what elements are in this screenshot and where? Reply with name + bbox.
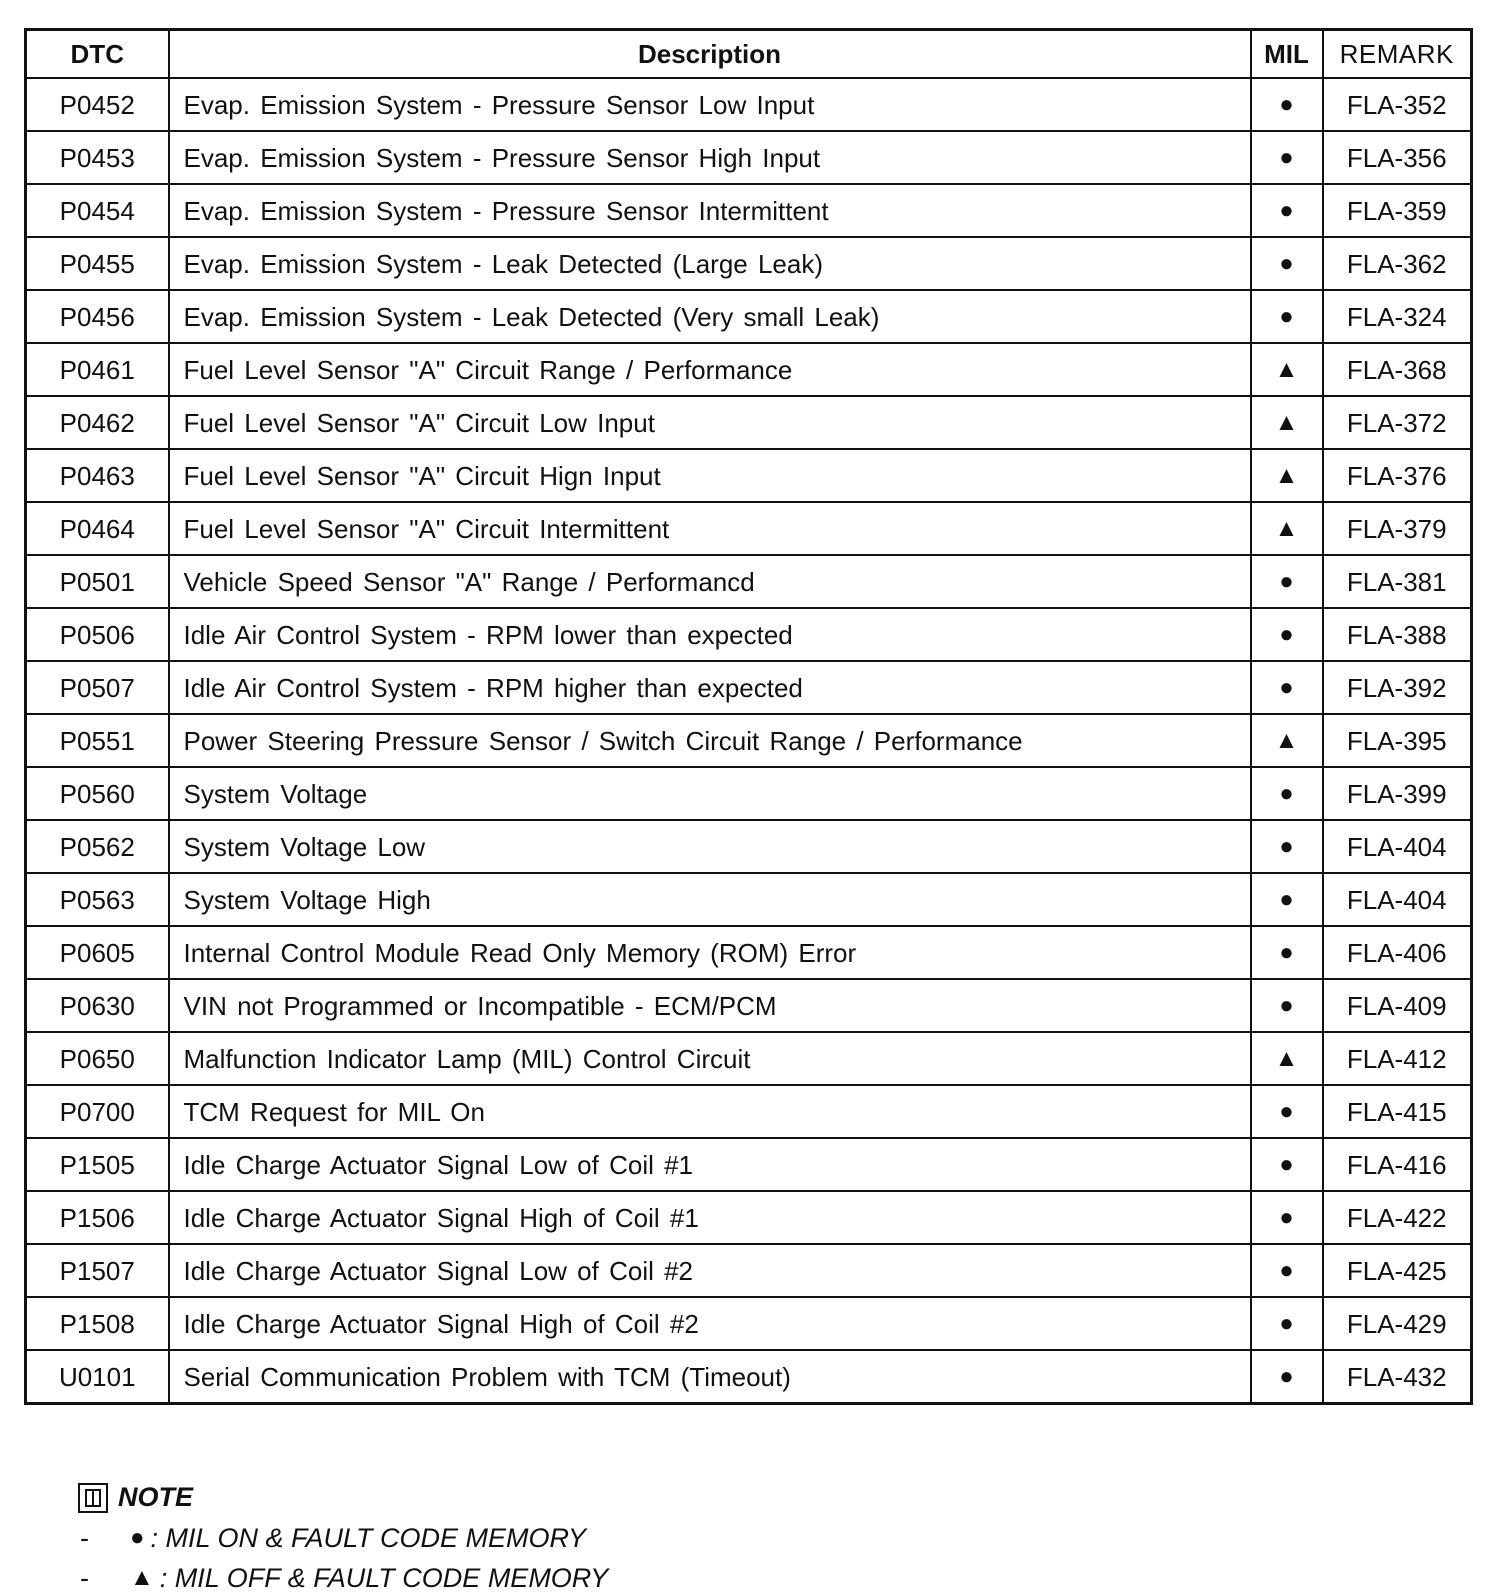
description: VIN not Programmed or Incompatible - ECM/PCM <box>169 979 1251 1032</box>
note-heading <box>78 1482 608 1513</box>
dtc-code: P0454 <box>26 184 169 237</box>
remark-ref: FLA-412 <box>1323 1032 1472 1085</box>
table-row <box>26 502 1472 555</box>
table-row <box>26 78 1472 131</box>
table-row <box>26 237 1472 290</box>
description: Evap. Emission System - Pressure Sensor High Input <box>169 131 1251 184</box>
table-row <box>26 184 1472 237</box>
remark-ref: FLA-379 <box>1323 502 1472 555</box>
dtc-code: P0461 <box>26 343 169 396</box>
note-item <box>78 1563 608 1593</box>
dtc-code: P0560 <box>26 767 169 820</box>
description: Idle Air Control System - RPM higher than expected <box>169 661 1251 714</box>
header-dtc: DTC <box>26 30 169 79</box>
remark-ref: FLA-359 <box>1323 184 1472 237</box>
remark-ref: FLA-422 <box>1323 1191 1472 1244</box>
mil-indicator: ● <box>1251 1244 1323 1297</box>
dtc-code: P0630 <box>26 979 169 1032</box>
dtc-code: P0464 <box>26 502 169 555</box>
dtc-code: P0452 <box>26 78 169 131</box>
dtc-code: P0563 <box>26 873 169 926</box>
mil-indicator: ● <box>1251 290 1323 343</box>
remark-ref: FLA-395 <box>1323 714 1472 767</box>
dtc-code: U0101 <box>26 1350 169 1404</box>
remark-ref: FLA-381 <box>1323 555 1472 608</box>
note-text: : MIL OFF & FAULT CODE MEMORY <box>159 1562 609 1593</box>
description: Fuel Level Sensor "A" Circuit Low Input <box>169 396 1251 449</box>
description: Power Steering Pressure Sensor / Switch Circuit Range / Performance <box>169 714 1251 767</box>
note-text: : MIL ON & FAULT CODE MEMORY <box>150 1522 587 1553</box>
description: TCM Request for MIL On <box>169 1085 1251 1138</box>
remark-ref: FLA-392 <box>1323 661 1472 714</box>
remark-ref: FLA-376 <box>1323 449 1472 502</box>
circle-icon: ● <box>130 1524 145 1551</box>
dtc-code: P0462 <box>26 396 169 449</box>
remark-ref: FLA-362 <box>1323 237 1472 290</box>
description: Idle Air Control System - RPM lower than expected <box>169 608 1251 661</box>
description: Malfunction Indicator Lamp (MIL) Control Circuit <box>169 1032 1251 1085</box>
dtc-code: P1506 <box>26 1191 169 1244</box>
mil-indicator: ▲ <box>1251 714 1323 767</box>
table-row <box>26 449 1472 502</box>
mil-indicator: ● <box>1251 1085 1323 1138</box>
note-dash: - <box>80 1562 89 1593</box>
remark-ref: FLA-425 <box>1323 1244 1472 1297</box>
mil-indicator: ● <box>1251 661 1323 714</box>
description: System Voltage High <box>169 873 1251 926</box>
remark-ref: FLA-406 <box>1323 926 1472 979</box>
description: Evap. Emission System - Leak Detected (Large Leak) <box>169 237 1251 290</box>
dtc-table <box>24 28 1473 1405</box>
mil-indicator: ● <box>1251 1138 1323 1191</box>
table-row <box>26 767 1472 820</box>
description: Idle Charge Actuator Signal Low of Coil #2 <box>169 1244 1251 1297</box>
remark-ref: FLA-429 <box>1323 1297 1472 1350</box>
mil-indicator: ● <box>1251 184 1323 237</box>
mil-indicator: ▲ <box>1251 502 1323 555</box>
table-row <box>26 131 1472 184</box>
table-row <box>26 820 1472 873</box>
mil-indicator: ● <box>1251 608 1323 661</box>
dtc-code: P1508 <box>26 1297 169 1350</box>
remark-ref: FLA-388 <box>1323 608 1472 661</box>
description: Idle Charge Actuator Signal High of Coil #2 <box>169 1297 1251 1350</box>
header-mil: MIL <box>1251 30 1323 79</box>
dtc-code: P1505 <box>26 1138 169 1191</box>
table-row <box>26 873 1472 926</box>
mil-indicator: ● <box>1251 131 1323 184</box>
description: Evap. Emission System - Leak Detected (Very small Leak) <box>169 290 1251 343</box>
table-row <box>26 714 1472 767</box>
table-row <box>26 1032 1472 1085</box>
dtc-code: P0506 <box>26 608 169 661</box>
description: Fuel Level Sensor "A" Circuit Hign Input <box>169 449 1251 502</box>
header-remark: REMARK <box>1323 30 1472 79</box>
note-dash: - <box>80 1522 89 1553</box>
table-row <box>26 290 1472 343</box>
dtc-code: P0455 <box>26 237 169 290</box>
dtc-code: P1507 <box>26 1244 169 1297</box>
dtc-code: P0650 <box>26 1032 169 1085</box>
dtc-code: P0456 <box>26 290 169 343</box>
mil-indicator: ● <box>1251 1350 1323 1404</box>
table-row <box>26 608 1472 661</box>
header-description: Description <box>169 30 1251 79</box>
table-row <box>26 555 1472 608</box>
description: Serial Communication Problem with TCM (Timeout) <box>169 1350 1251 1404</box>
mil-indicator: ▲ <box>1251 449 1323 502</box>
description: Evap. Emission System - Pressure Sensor Intermittent <box>169 184 1251 237</box>
dtc-code: P0453 <box>26 131 169 184</box>
table-row <box>26 396 1472 449</box>
note-section <box>78 1482 608 1593</box>
dtc-code: P0463 <box>26 449 169 502</box>
description: Fuel Level Sensor "A" Circuit Intermittent <box>169 502 1251 555</box>
table-row <box>26 979 1472 1032</box>
table-row <box>26 661 1472 714</box>
dtc-code: P0605 <box>26 926 169 979</box>
mil-indicator: ● <box>1251 1297 1323 1350</box>
table-row <box>26 1138 1472 1191</box>
table-row <box>26 1244 1472 1297</box>
description: Evap. Emission System - Pressure Sensor Low Input <box>169 78 1251 131</box>
table-body <box>26 78 1472 1404</box>
table-row <box>26 1191 1472 1244</box>
description: Idle Charge Actuator Signal Low of Coil #1 <box>169 1138 1251 1191</box>
remark-ref: FLA-324 <box>1323 290 1472 343</box>
dtc-code: P0700 <box>26 1085 169 1138</box>
mil-indicator: ● <box>1251 926 1323 979</box>
book-icon <box>78 1483 108 1513</box>
mil-indicator: ▲ <box>1251 1032 1323 1085</box>
note-title: NOTE <box>118 1482 194 1512</box>
table-header-row <box>26 30 1472 79</box>
remark-ref: FLA-416 <box>1323 1138 1472 1191</box>
mil-indicator: ● <box>1251 237 1323 290</box>
mil-indicator: ● <box>1251 820 1323 873</box>
mil-indicator: ● <box>1251 78 1323 131</box>
table-row <box>26 343 1472 396</box>
mil-indicator: ● <box>1251 555 1323 608</box>
remark-ref: FLA-368 <box>1323 343 1472 396</box>
remark-ref: FLA-409 <box>1323 979 1472 1032</box>
triangle-icon: ▲ <box>130 1564 154 1591</box>
remark-ref: FLA-404 <box>1323 820 1472 873</box>
dtc-code: P0562 <box>26 820 169 873</box>
table-row <box>26 1350 1472 1404</box>
description: Idle Charge Actuator Signal High of Coil #1 <box>169 1191 1251 1244</box>
mil-indicator: ● <box>1251 873 1323 926</box>
description: Vehicle Speed Sensor "A" Range / Performancd <box>169 555 1251 608</box>
description: Fuel Level Sensor "A" Circuit Range / Performance <box>169 343 1251 396</box>
dtc-code: P0551 <box>26 714 169 767</box>
mil-indicator: ● <box>1251 979 1323 1032</box>
note-item <box>78 1523 608 1553</box>
mil-indicator: ● <box>1251 1191 1323 1244</box>
mil-indicator: ▲ <box>1251 343 1323 396</box>
description: Internal Control Module Read Only Memory (ROM) Error <box>169 926 1251 979</box>
description: System Voltage <box>169 767 1251 820</box>
remark-ref: FLA-372 <box>1323 396 1472 449</box>
remark-ref: FLA-404 <box>1323 873 1472 926</box>
description: System Voltage Low <box>169 820 1251 873</box>
table-row <box>26 926 1472 979</box>
remark-ref: FLA-356 <box>1323 131 1472 184</box>
remark-ref: FLA-399 <box>1323 767 1472 820</box>
dtc-code: P0501 <box>26 555 169 608</box>
mil-indicator: ▲ <box>1251 396 1323 449</box>
remark-ref: FLA-352 <box>1323 78 1472 131</box>
remark-ref: FLA-432 <box>1323 1350 1472 1404</box>
remark-ref: FLA-415 <box>1323 1085 1472 1138</box>
mil-indicator: ● <box>1251 767 1323 820</box>
dtc-code: P0507 <box>26 661 169 714</box>
table-row <box>26 1085 1472 1138</box>
table-row <box>26 1297 1472 1350</box>
